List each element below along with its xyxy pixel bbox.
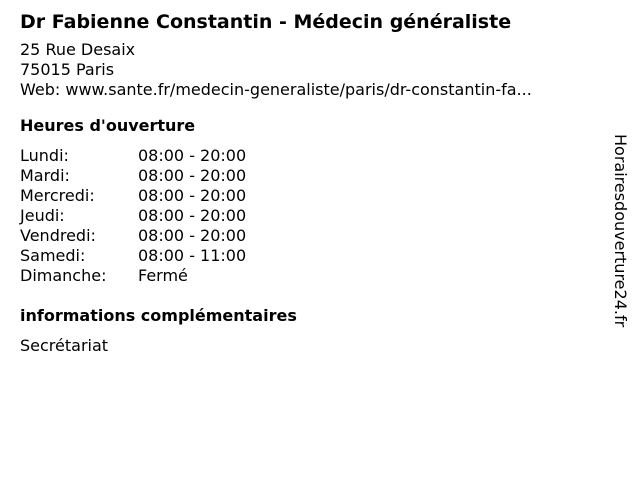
hours-row (20, 246, 600, 266)
hours-row (20, 166, 600, 186)
opening-hours-heading: Heures d'ouverture (20, 116, 196, 135)
hours-value: 08:00 - 20:00 (138, 226, 247, 245)
day-label: Mercredi: (20, 186, 95, 205)
additional-info-text: Secrétariat (20, 336, 109, 355)
hours-value: 08:00 - 11:00 (138, 246, 247, 265)
hours-row (20, 186, 600, 206)
additional-info-heading: informations complémentaires (20, 306, 297, 325)
day-label: Mardi: (20, 166, 70, 185)
hours-row (20, 226, 600, 246)
hours-row (20, 266, 600, 286)
day-label: Lundi: (20, 146, 69, 165)
business-card (20, 8, 600, 356)
page-title: Dr Fabienne Constantin - Médecin généraliste (20, 11, 512, 33)
address-city: 75015 Paris (20, 60, 115, 79)
opening-hours-table (20, 146, 600, 286)
hours-value: 08:00 - 20:00 (138, 166, 247, 185)
address-block (20, 40, 600, 100)
website-link[interactable]: Web: www.sante.fr/medecin-generaliste/paris/dr-constantin-fa... (20, 80, 532, 99)
hours-row (20, 146, 600, 166)
day-label: Vendredi: (20, 226, 96, 245)
day-label: Jeudi: (20, 206, 65, 225)
day-label: Dimanche: (20, 266, 107, 285)
hours-value: 08:00 - 20:00 (138, 186, 247, 205)
hours-value: 08:00 - 20:00 (138, 146, 247, 165)
site-brand[interactable]: Horairesdouverture24.fr (611, 134, 630, 328)
address-street: 25 Rue Desaix (20, 40, 136, 59)
hours-value: 08:00 - 20:00 (138, 206, 247, 225)
hours-value: Fermé (138, 266, 188, 285)
day-label: Samedi: (20, 246, 86, 265)
hours-row (20, 206, 600, 226)
